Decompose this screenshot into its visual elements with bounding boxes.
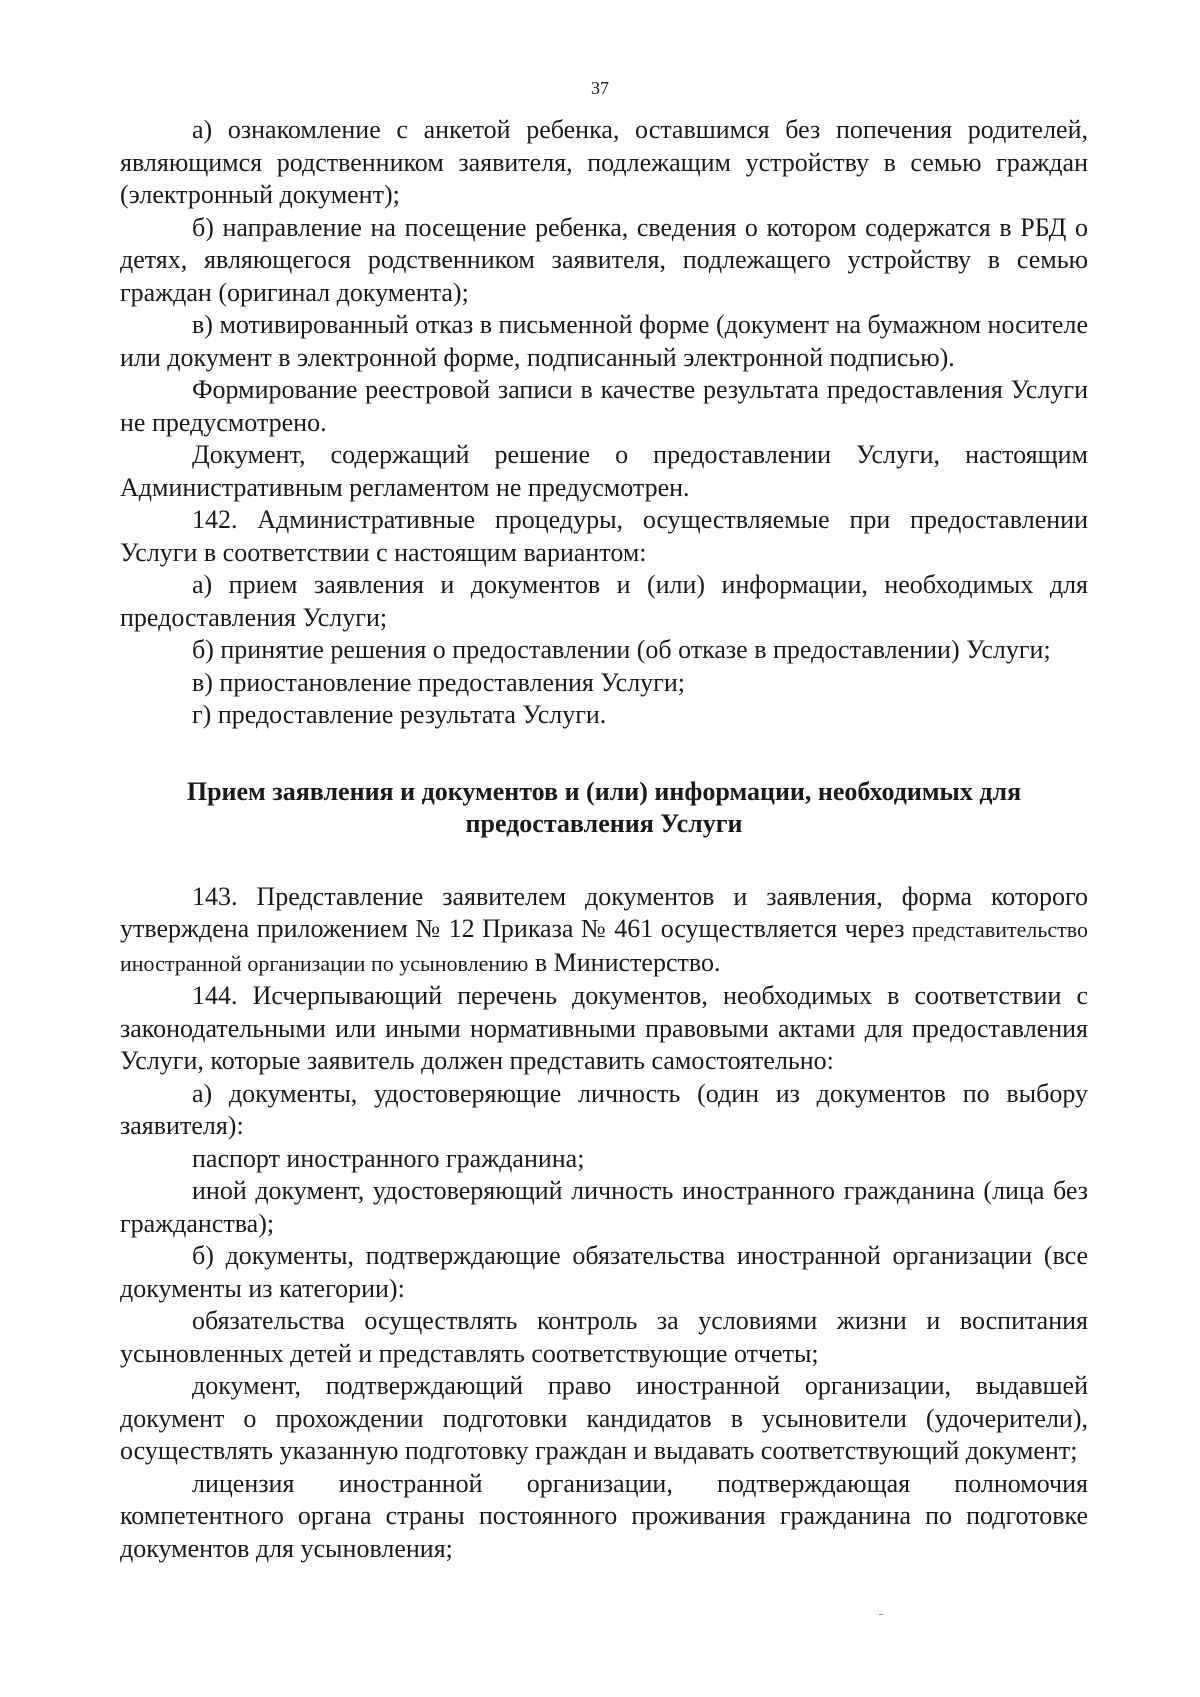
paragraph-obligations: обязательства осуществлять контроль за условиями жизни и воспитания усыновленных детей и представлять соответствующие отчеты; bbox=[120, 1306, 1088, 1368]
paragraph-other-id: иной документ, удостоверяющий личность иностранного гражданина (лица без гражданства); bbox=[120, 1176, 1088, 1238]
paragraph-passport: паспорт иностранного гражданина; bbox=[192, 1143, 585, 1173]
paragraph-b-visit-referral: б) направление на посещение ребенка, сведения о котором содержатся в РБД о детях, являющегося родственником заявителя, подлежащего устройству в семью граждан (оригинал документа); bbox=[120, 212, 1088, 307]
paragraph-143 bbox=[120, 881, 1088, 981]
paragraph-decision-document: Документ, содержащий решение о предоставлении Услуги, настоящим Административным регламентом не предусмотрен. bbox=[120, 440, 1088, 502]
paragraph-142-c: в) приостановление предоставления Услуги; bbox=[192, 667, 685, 697]
paragraph-registry-record: Формирование реестровой записи в качестве результата предоставления Услуги не предусмотрено. bbox=[120, 375, 1088, 437]
document-body bbox=[120, 114, 1088, 1565]
paragraph-143-text-b: представительство иностранной организации по усыновлению bbox=[120, 917, 1088, 976]
paragraph-143-text-c: в Министерство. bbox=[528, 947, 721, 977]
section-heading: Прием заявления и документов и (или) информации, необходимых для предоставления Услуги bbox=[186, 776, 1022, 838]
paragraph-142: 142. Административные процедуры, осуществляемые при предоставлении Услуги в соответствии с настоящим вариантом: bbox=[120, 505, 1088, 567]
paragraph-license: лицензия иностранной организации, подтверждающая полномочия компетентного органа страны постоянного проживания гражданина по подготовке документов для усыновления; bbox=[120, 1468, 1088, 1563]
paragraph-143-text-a: 143. Представление заявителем документов и заявления, форма которого утверждена приложением № 12 Приказа № 461 осуществляется через bbox=[120, 881, 1088, 943]
paragraph-144: 144. Исчерпывающий перечень документов, необходимых в соответствии с законодательными или иными нормативными правовыми актами для предоставления Услуги, которые заявитель должен представить самостоятельно: bbox=[120, 981, 1088, 1075]
scan-speck bbox=[879, 1614, 883, 1615]
paragraph-c-refusal: в) мотивированный отказ в письменной форме (документ на бумажном носителе или документ в электронной форме, подписанный электронной подписью). bbox=[120, 310, 1088, 372]
paragraph-144-a: а) документы, удостоверяющие личность (один из документов по выбору заявителя): bbox=[120, 1078, 1088, 1140]
page-number: 37 bbox=[591, 78, 609, 98]
paragraph-142-d: г) предоставление результата Услуги. bbox=[192, 700, 607, 729]
paragraph-right-document: документ, подтверждающий право иностранной организации, выдавшей документ о прохождении подготовки кандидатов в усыновители (удочерители), осуществлять указанную подготовку граждан и выдавать соответствующий документ; bbox=[120, 1371, 1088, 1465]
paragraph-142-b: б) принятие решения о предоставлении (об отказе в предоставлении) Услуги; bbox=[192, 635, 1051, 664]
paragraph-144-b: б) документы, подтверждающие обязательства иностранной организации (все документы из категории): bbox=[120, 1241, 1088, 1303]
paragraph-142-a: а) прием заявления и документов и (или) информации, необходимых для предоставления Услуги; bbox=[120, 570, 1088, 632]
paragraph-a-review-questionnaire: а) ознакомление с анкетой ребенка, оставшимся без попечения родителей, являющимся родственником заявителя, подлежащим устройству в семью граждан (электронный документ); bbox=[120, 115, 1088, 209]
